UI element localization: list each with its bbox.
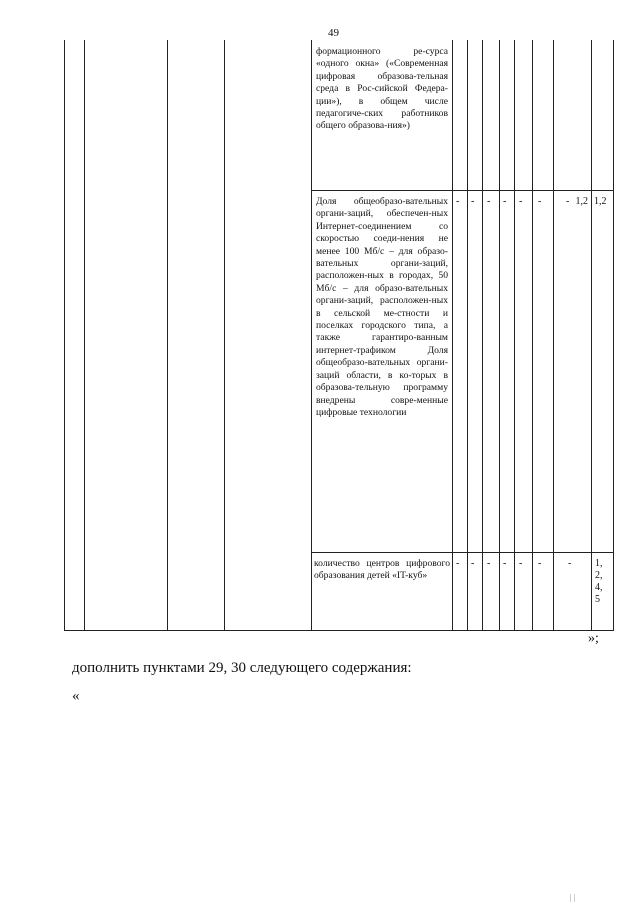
row-border xyxy=(311,190,613,191)
value-cell: - xyxy=(519,558,523,569)
value-cell: - xyxy=(487,558,491,569)
col-border xyxy=(482,40,483,631)
value-cell: - xyxy=(566,196,570,207)
indicator-text: Доля общеобразо-вательных органи-заций, обеспечен-ных Интернет-соединением со скоростью соеди-нения не менее 100 Мб/с – для образо-вательных органи-заций, расположен-ных в городах, 50 Мб/с – для образо-вательных органи-заций, расположен-ных в сельской ме-стности и поселках городского типа, а также гарантиро-ванным интернет-трафиком Доля общеобразо-вательных органи-заций области, в ко-торых в образова-тельную программу внедрены совре-менные цифровые технологии xyxy=(316,196,448,418)
value-cell: - xyxy=(538,558,542,569)
value-cell: - xyxy=(471,196,475,207)
col-border xyxy=(167,40,168,631)
value-cell: 1,2 xyxy=(594,196,607,207)
col-border xyxy=(613,40,614,631)
value-cell: 1, 2, 4, 5 xyxy=(595,558,603,605)
amendment-instruction: дополнить пунктами 29, 30 следующего содержания: xyxy=(72,660,412,676)
col-border xyxy=(224,40,225,631)
program-table xyxy=(64,40,614,631)
col-border xyxy=(452,40,453,631)
value-cell: - xyxy=(568,558,572,569)
value-cell: - xyxy=(456,558,460,569)
col-border xyxy=(499,40,500,631)
value-cell: - xyxy=(487,196,491,207)
value-cell: 1,2 xyxy=(575,196,588,207)
value-cell: - xyxy=(503,558,507,569)
value-cell: - xyxy=(503,196,507,207)
col-border xyxy=(84,40,85,631)
page-number: 49 xyxy=(328,27,339,39)
col-border xyxy=(514,40,515,631)
footer-mark: | | xyxy=(570,893,576,902)
col-border xyxy=(591,40,592,631)
col-border xyxy=(311,40,312,631)
indicator-text: формационного ре-сурса «одного окна» («Современная цифровая образова-тельная среда в Рос-сийской Федера-ции»), в общем числе педагогиче-ских работников общего образова-ния») xyxy=(316,46,448,132)
row-border xyxy=(311,552,613,553)
table-bottom-border xyxy=(64,630,614,631)
col-border xyxy=(553,40,554,631)
opening-quote: « xyxy=(72,688,80,704)
col-border xyxy=(64,40,65,631)
value-cell: - xyxy=(519,196,523,207)
value-cell: - xyxy=(538,196,542,207)
closing-quote: »; xyxy=(588,631,599,646)
value-cell: - xyxy=(471,558,475,569)
col-border xyxy=(467,40,468,631)
value-cell: - xyxy=(456,196,460,207)
col-border xyxy=(532,40,533,631)
indicator-text: количество центров цифрового образования детей «IT-куб» xyxy=(314,558,450,582)
